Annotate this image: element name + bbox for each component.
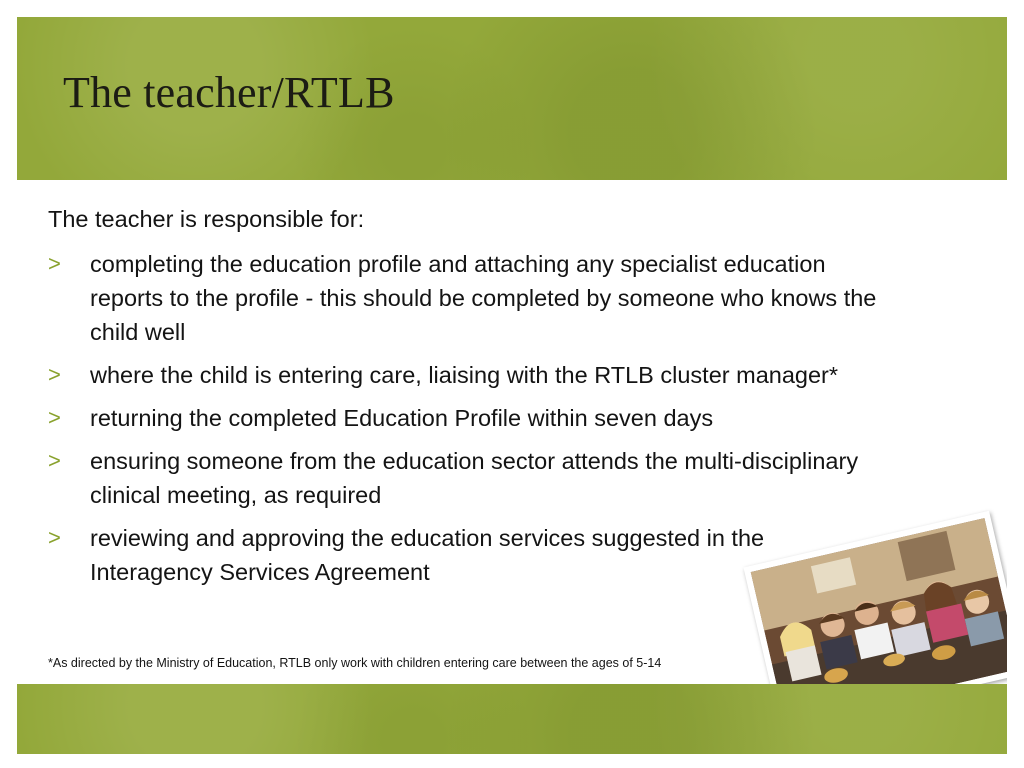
slide-body: [48, 203, 888, 598]
bullet-marker-icon: >: [48, 405, 61, 430]
bullet-text: returning the completed Education Profile within seven days: [90, 405, 714, 431]
slide-title: The teacher/RTLB: [63, 68, 395, 117]
bullet-marker-icon: >: [48, 362, 61, 387]
footer-band: [17, 684, 1007, 754]
bullet-marker-icon: >: [48, 448, 61, 473]
intro-text: The teacher is responsible for:: [48, 206, 365, 232]
bullet-text: ensuring someone from the education sector attends the multi-disciplinary clinical meeting, as required: [90, 448, 859, 508]
bullet-list: [48, 247, 888, 589]
bullet-text: where the child is entering care, liaising with the RTLB cluster manager*: [90, 362, 839, 388]
footnote: *As directed by the Ministry of Education, RTLB only work with children entering care between the ages of 5-14: [48, 656, 662, 670]
bullet-item: [48, 401, 888, 435]
header-band: [17, 17, 1007, 180]
bullet-marker-icon: >: [48, 251, 61, 276]
bullet-item: [48, 358, 888, 392]
bullet-item: [48, 247, 888, 349]
bullet-text: completing the education profile and attaching any specialist education reports to the profile - this should be completed by someone who knows the child well: [90, 251, 877, 345]
bullet-text: reviewing and approving the education services suggested in the Interagency Services Agreement: [90, 525, 765, 585]
slide: [17, 17, 1007, 754]
bullet-marker-icon: >: [48, 525, 61, 550]
bullet-item: [48, 444, 888, 512]
